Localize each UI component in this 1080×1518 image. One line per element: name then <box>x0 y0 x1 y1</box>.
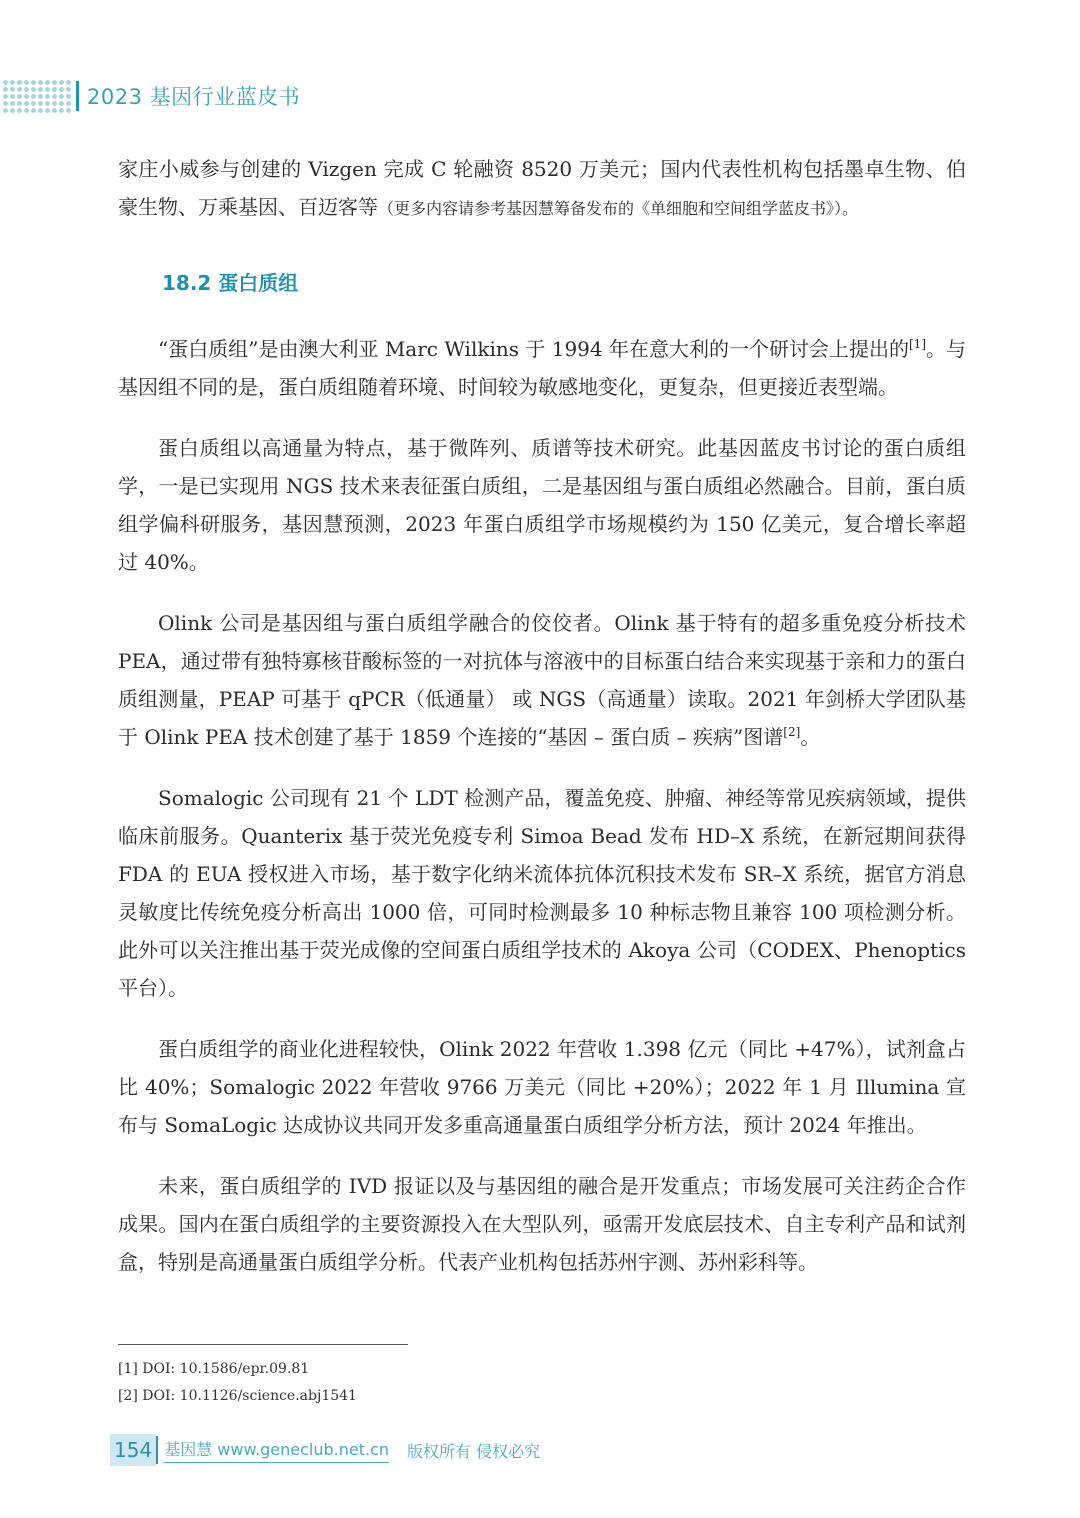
running-header <box>0 76 600 116</box>
paragraph-future: 未来，蛋白质组学的 IVD 报证以及与基因组的融合是开发重点；市场发展可关注药企合作成果。国内在蛋白质组学的主要资源投入在大型队列，亟需开发底层技术、自主专利产品和试剂盒，特别是高通量蛋白质组学分析。代表产业机构包括苏州宇测、苏州彩科等。 <box>118 1174 966 1274</box>
footnote-rule <box>118 1344 408 1345</box>
page-number: 154 <box>110 1434 156 1466</box>
footnote-2: [2] DOI: 10.1126/science.abj1541 <box>118 1388 357 1404</box>
paragraph-overview: 蛋白质组以高通量为特点，基于微阵列、质谱等技术研究。此基因蓝皮书讨论的蛋白质组学，一是已实现用 NGS 技术来表征蛋白质组，二是基因组与蛋白质组必然融合。目前，蛋白质组学偏科研服务，基因慧预测，2023 年蛋白质组学市场规模约为 150 亿美元，复合增长率超过 40%。 <box>118 436 966 574</box>
section-heading: 18.2 蛋白质组 <box>162 271 299 295</box>
footer-copyright: 版权所有 侵权必究 <box>407 1441 541 1461</box>
citation-ref-2: [2] <box>783 725 801 739</box>
header-dot-pattern <box>2 79 72 113</box>
footnotes <box>118 1356 718 1410</box>
paragraph-somalogic: Somalogic 公司现有 21 个 LDT 检测产品，覆盖免疫、肿瘤、神经等常见疾病领域，提供临床前服务。Quanterix 基于荧光免疫专利 Simoa Bead 发布 HD–X 系统，在新冠期间获得 FDA 的 EUA 授权进入市场，基于数字化纳米流体抗体沉积技术发布 SR–X 系统，据官方消息灵敏度比传统免疫分析高出 1000 倍，可同时检测最多 10 种标志物且兼容 100 项检测分析。此外可以关注推出基于荧光成像的空间蛋白质组学技术的 Akoya 公司（CODEX、Phenoptics 平台）。 <box>118 786 966 1000</box>
paragraph-definition <box>118 330 966 406</box>
footer-site: 基因慧 www.geneclub.net.cn <box>164 1437 389 1463</box>
page-footer <box>110 1433 540 1467</box>
paragraph-text: “蛋白质组”是由澳大利亚 Marc Wilkins 于 1994 年在意大利的一个研讨会上提出的 <box>158 337 909 361</box>
paragraph-continued <box>118 150 966 228</box>
paragraph-text: 家庄小威参与创建的 Vizgen 完成 C 轮融资 8520 万美元；国内代表性机构包括墨卓生物、伯豪生物、万乘基因、百迈客等 <box>118 157 966 219</box>
paragraph-text: 。 <box>800 725 821 749</box>
paragraph-text: Olink 公司是基因组与蛋白质组学融合的佼佼者。Olink 基于特有的超多重免疫分析技术 PEA，通过带有独特寡核苷酸标签的一对抗体与溶液中的目标蛋白结合来实现基于亲和力的蛋白质组测量，PEAP 可基于 qPCR（低通量） 或 NGS（高通量）读取。2021 年剑桥大学团队基于 Olink PEA 技术创建了基于 1859 个连接的“基因 – 蛋白质 – 疾病”图谱 <box>118 611 966 749</box>
page-body <box>118 150 966 1281</box>
paragraph-text: 。与基因组不同的是，蛋白质组随着环境、时间较为敏感地变化，更复杂，但更接近表型端。 <box>118 337 967 399</box>
footer-divider <box>156 1436 158 1464</box>
citation-ref-1: [1] <box>909 337 926 351</box>
header-divider <box>76 81 79 111</box>
header-title: 2023 基因行业蓝皮书 <box>87 85 301 109</box>
footnote-1: [1] DOI: 10.1586/epr.09.81 <box>118 1361 310 1377</box>
paragraph-commercial: 蛋白质组学的商业化进程较快，Olink 2022 年营收 1.398 亿元（同比 +47%），试剂盒占比 40%；Somalogic 2022 年营收 9766 万美元（同比 +20%）；2022 年 1 月 Illumina 宣布与 SomaLogic 达成协议共同开发多重高通量蛋白质组学分析方法，预计 2024 年推出。 <box>118 1037 966 1137</box>
paragraph-olink <box>118 604 966 756</box>
paragraph-note: （更多内容请参考基因慧筹备发布的《单细胞和空间组学蓝皮书》）。 <box>378 199 859 218</box>
